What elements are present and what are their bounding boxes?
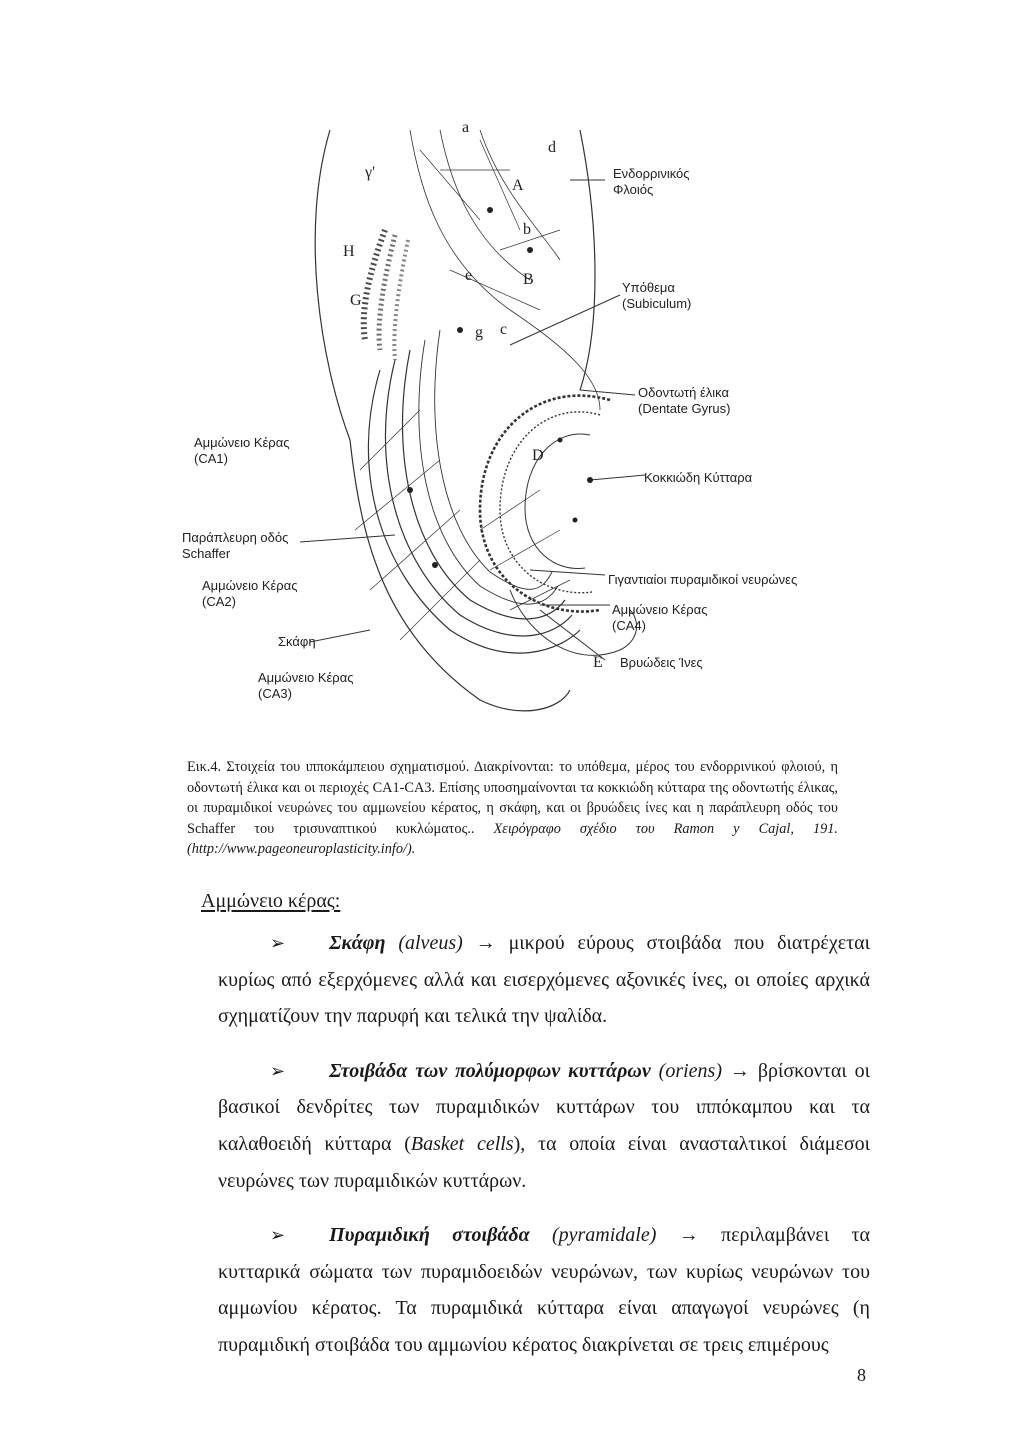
term-pyramidale: Πυραμιδική στοιβάδα [329, 1224, 530, 1247]
label-dentate-gyrus: Οδοντωτή έλικα (Dentate Gyrus) [638, 385, 731, 416]
letter-G: G [350, 292, 362, 309]
letter-g: g [475, 324, 483, 341]
right-arrow-icon: → [729, 1059, 750, 1082]
right-arrow-icon: → [678, 1224, 699, 1247]
letter-D: D [532, 447, 544, 464]
label-entorhinal-cortex: Ενδορρινικός Φλοιός [613, 166, 690, 197]
letter-a: a [462, 119, 470, 136]
latin-alveus: (alveus) [398, 932, 463, 954]
list-item-alveus [218, 925, 870, 1035]
letter-c: c [500, 321, 508, 338]
letter-b: b [523, 221, 531, 238]
label-ca1: Αμμώνειο Κέρας (CA1) [194, 435, 290, 466]
letter-E: E [593, 654, 603, 671]
list-item-oriens [218, 1053, 870, 1199]
letter-H: H [343, 243, 355, 260]
label-ca3: Αμμώνειο Κέρας (CA3) [258, 670, 354, 701]
term-oriens: Στοιβάδα των πολύμορφων κυττάρων [329, 1059, 651, 1082]
caption-text: Εικ.4. Στοιχεία του ιπποκάμπειου σχηματισμού. Διακρίνονται: το υπόθεμα, μέρος του ενδορρινικού φλοιού, η οδοντωτή έλικα και οι περιοχές CA1-CA3. Επίσης υποσημαίνονται τα κοκκιώδη κύτταρα της οδοντωτής έλικας, οι πυραμιδικοί νευρώνες του αμμωνείου κέρατος, η σκάφη, και οι βρυώδεις ίνες και η παράπλευρη οδός του Schaffer του τρισυναπτικού κυκλώματος.. [187, 759, 838, 837]
basket-cells: Basket cells [410, 1132, 514, 1155]
label-mossy-fibres: Βρυώδεις Ίνες [620, 655, 703, 670]
section-heading: Αμμώνειο κέρας: [201, 890, 341, 912]
bullet-arrow-icon: ➢ [270, 1225, 286, 1246]
description-pyramidale: περιλαμβάνει τα κυτταρικά σώματα των πυραμιδοειδών νευρώνων, των κυρίως νευρώνων του αμμωνίου κέρατος. Τα πυραμιδικά κύτταρα είναι απαγωγοί νευρώνες (η πυραμιδική στοιβάδα του αμμωνίου κέρατος διακρίνεται σε τρεις επιμέρους [218, 1224, 870, 1356]
letter-B: B [523, 271, 534, 288]
label-alveus: Σκάφη [278, 634, 316, 649]
term-alveus: Σκάφη [329, 932, 386, 954]
label-ca4: Αμμώνειο Κέρας (CA4) [612, 602, 708, 633]
bullet-arrow-icon: ➢ [270, 933, 286, 953]
bullet-arrow-icon: ➢ [270, 1060, 286, 1081]
label-ca2: Αμμώνειο Κέρας (CA2) [202, 578, 298, 609]
page-number: 8 [857, 1365, 866, 1385]
letter-e: e [465, 267, 473, 284]
description-oriens-start: βρίσκονται οι βασικοί δενδρίτες των πυραμιδικών κυττάρων του ιππόκαμπου και τα καλαθοειδή κύτταρα ( [218, 1059, 871, 1155]
label-granule-cells: Κοκκιώδη Κύτταρα [644, 470, 753, 485]
latin-oriens: (oriens) [658, 1059, 722, 1082]
letter-d: d [548, 139, 556, 156]
label-subiculum: Υπόθεμα (Subiculum) [622, 280, 692, 311]
layer-list [218, 925, 870, 1382]
description-alveus: μικρού εύρους στοιβάδα που διατρέχεται κυρίως από εξερχόμενες αλλά και εισερχόμενες αξονικές ίνες, οι οποίες αρχικά σχηματίζουν την παρυφή και τελικά την ψαλίδα. [218, 932, 870, 1028]
description-oriens-end: ), τα οποία είναι ανασταλτικοί διάμεσοι νευρώνες των πυραμιδικών κυττάρων. [218, 1132, 871, 1192]
list-item-pyramidale [218, 1217, 870, 1363]
figure-caption [187, 757, 838, 860]
label-giant-pyramidal: Γιγαντιαίοι πυραμιδικοί νευρώνες [608, 572, 798, 587]
label-schaffer: Παράπλευρη οδός Schaffer [182, 530, 289, 561]
letter-gamma: γ' [365, 164, 375, 181]
latin-pyramidale: (pyramidale) [551, 1224, 657, 1247]
right-arrow-icon: → [475, 932, 496, 954]
hippocampus-figure [180, 110, 798, 725]
letter-A: A [512, 177, 524, 194]
caption-source: Χειρόγραφο σχέδιο του Ramon y Cajal, 191.(http://www.pageoneuroplasticity.info/). [187, 820, 838, 857]
